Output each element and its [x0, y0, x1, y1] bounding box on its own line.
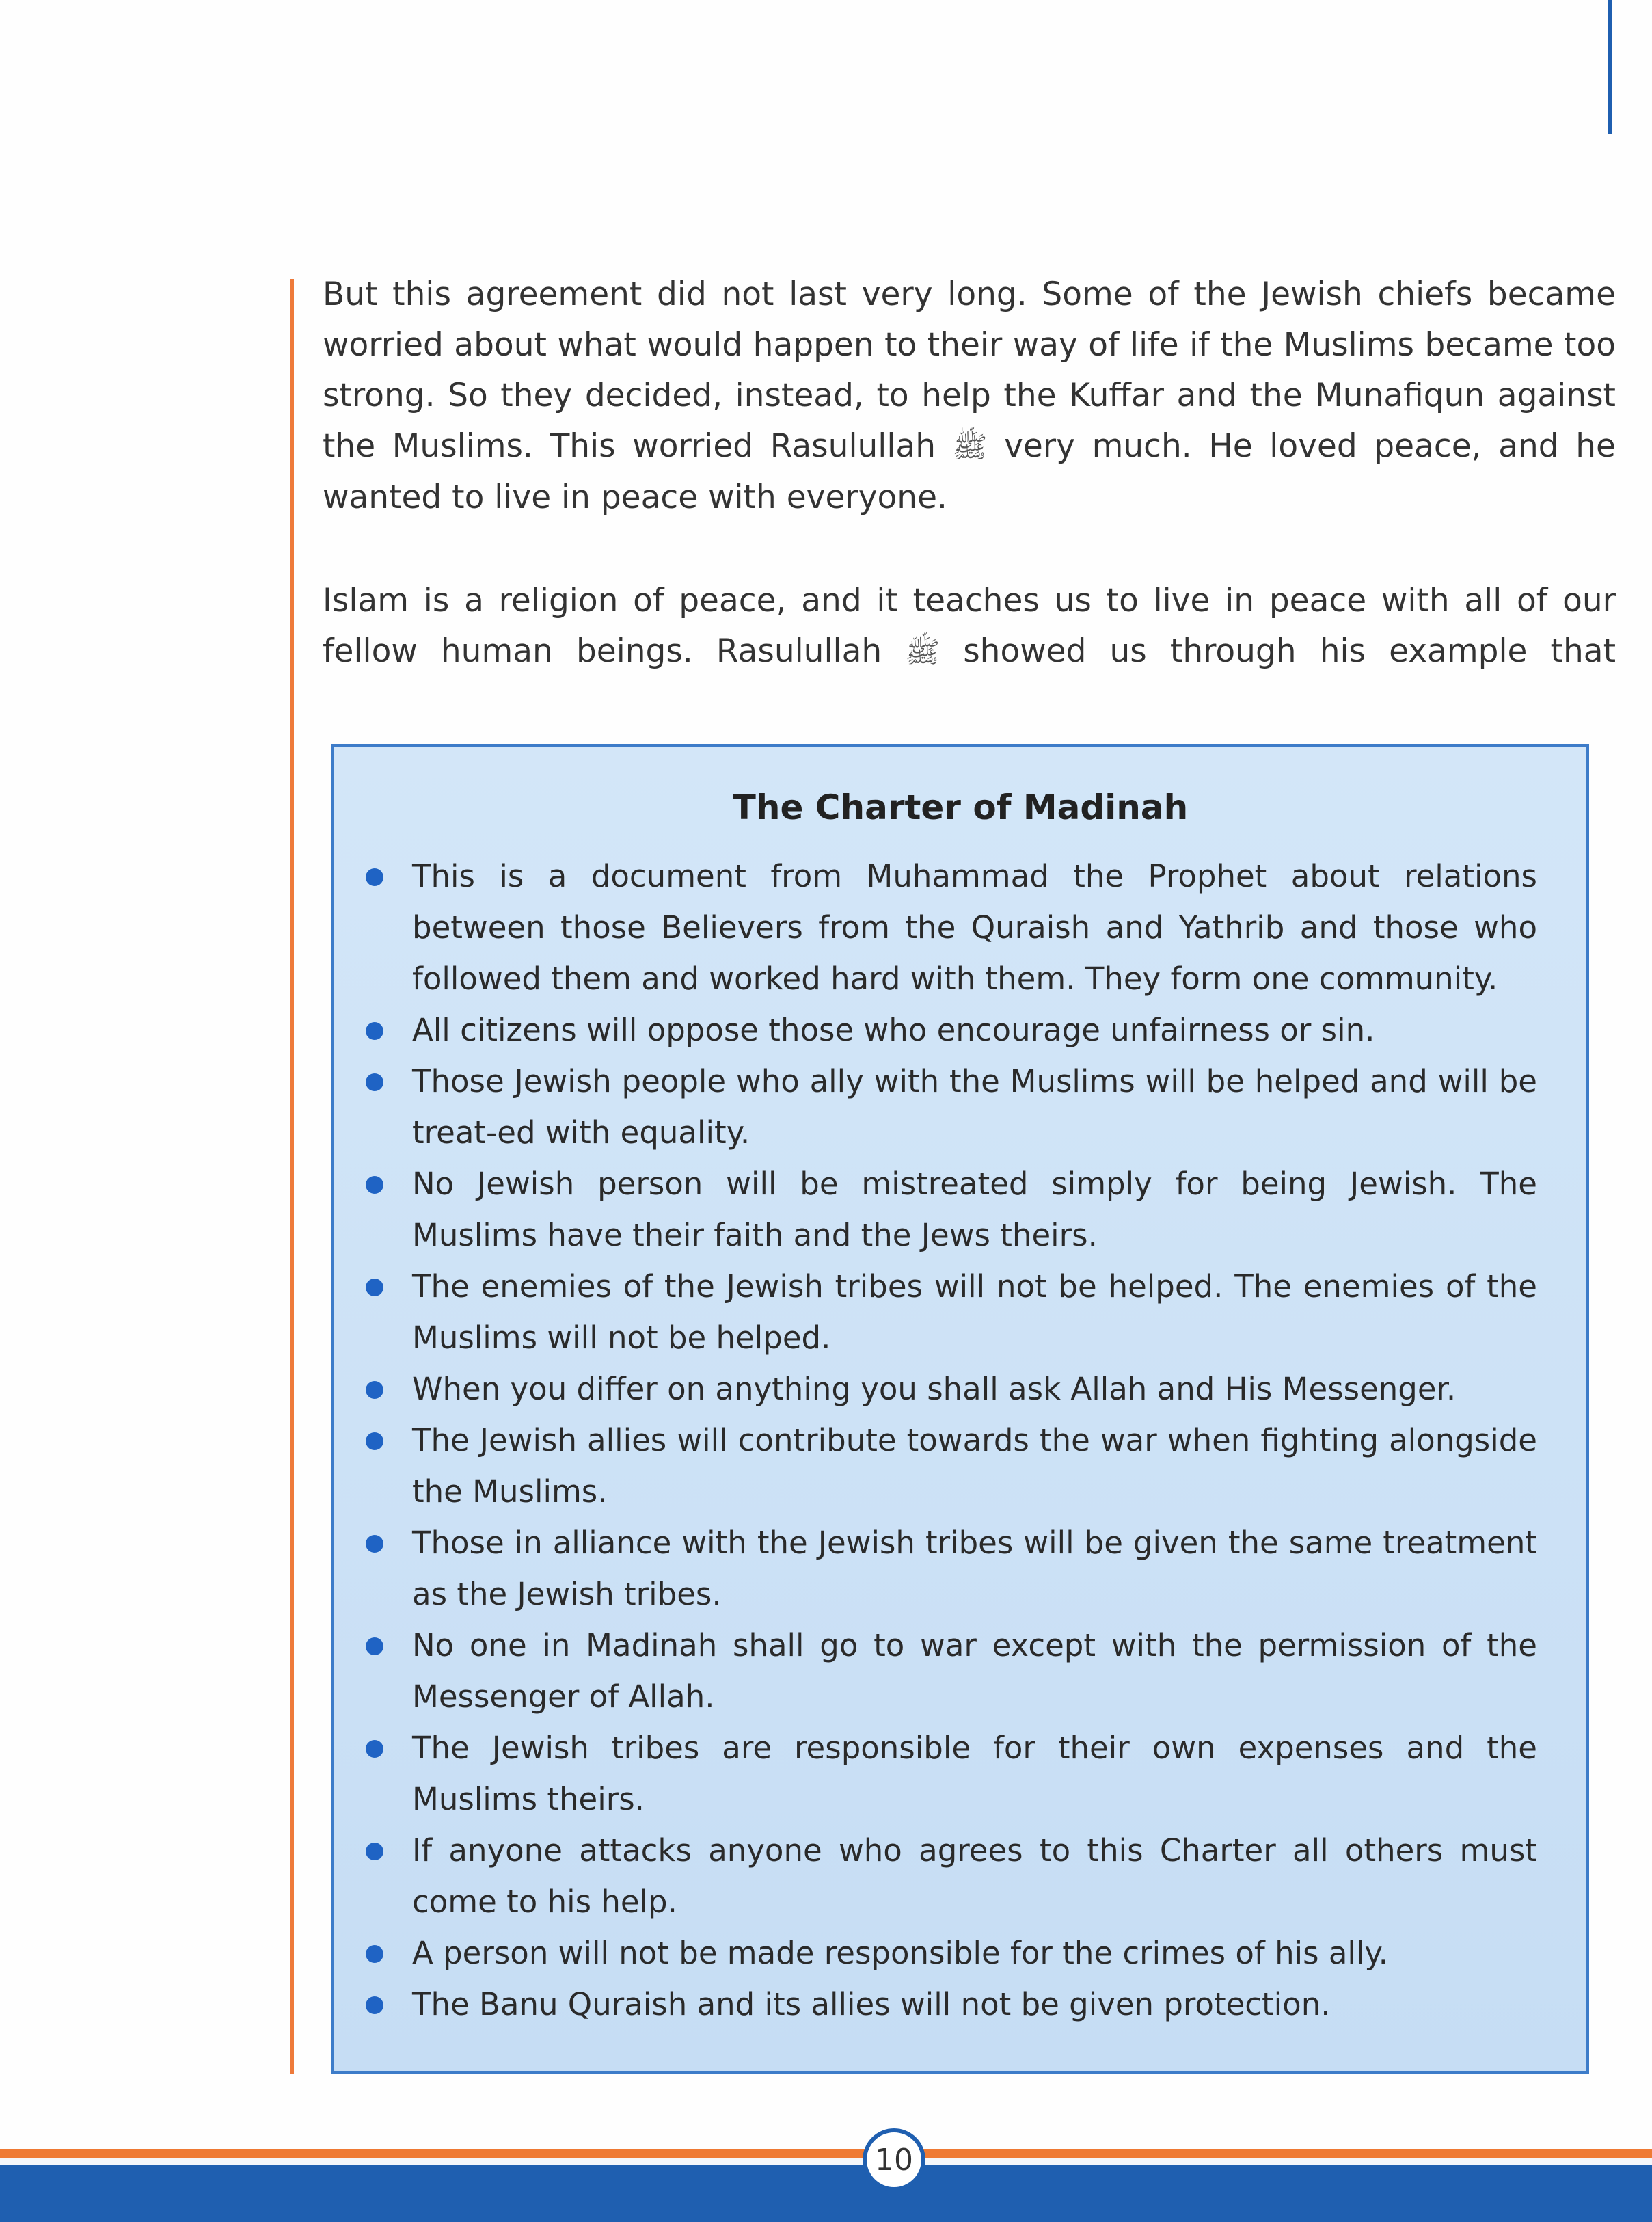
footer-orange-band [0, 2149, 1652, 2158]
page-number: 10 [863, 2128, 925, 2191]
bullet-icon [366, 868, 383, 886]
bullet-icon [366, 1535, 383, 1553]
bullet-icon [366, 1432, 383, 1450]
list-item [334, 1927, 1586, 1979]
list-item [334, 1415, 1586, 1517]
list-item-text: This is a document from Muhammad the Prophet about relations between those Believers from the Quraish and Yathrib and those who followed them and worked hard with them. They form one community. [412, 858, 1537, 997]
list-item [334, 1620, 1586, 1722]
list-item [334, 1825, 1586, 1927]
bullet-icon [366, 1381, 383, 1399]
list-item-text: The Jewish tribes are responsible for their own expenses and the Muslims theirs. [412, 1730, 1537, 1817]
paragraph-text: showed us through his example that [963, 632, 1616, 670]
paragraph-peace [323, 576, 1616, 678]
footer-blue-band [0, 2165, 1652, 2222]
left-margin-rule [290, 279, 294, 2074]
list-item-text: A person will not be made responsible for the crimes of his ally. [412, 1935, 1388, 1971]
list-item [334, 1261, 1586, 1363]
list-item-text: Those Jewish people who ally with the Muslims will be helped and will be treat-ed with equality. [412, 1063, 1537, 1151]
honorific-icon: ﷺ [905, 635, 940, 669]
charter-title: The Charter of Madinah [732, 788, 1189, 827]
paragraph-agreement [323, 269, 1616, 523]
bullet-icon [366, 1740, 383, 1758]
list-item-text: All citizens will oppose those who encourage unfairness or sin. [412, 1012, 1375, 1048]
list-item-text: If anyone attacks anyone who agrees to this Charter all others must come to his help. [412, 1832, 1537, 1920]
top-accent-line [1608, 0, 1612, 134]
list-item-text: No Jewish person will be mistreated simply for being Jewish. The Muslims have their faith and the Jews theirs. [412, 1166, 1537, 1253]
list-item-text: The Banu Quraish and its allies will not be given protection. [412, 1986, 1331, 2022]
bullet-icon [366, 1176, 383, 1194]
bullet-icon [366, 1843, 383, 1860]
footer-divider [0, 2158, 1652, 2165]
list-item-text: The enemies of the Jewish tribes will not be helped. The enemies of the Muslims will not be helped. [412, 1268, 1537, 1356]
list-item [334, 1158, 1586, 1261]
charter-list [334, 851, 1586, 2030]
list-item [334, 1004, 1586, 1056]
list-item-text: When you differ on anything you shall ask Allah and His Messenger. [412, 1371, 1457, 1407]
paragraph-text: very much. He loved peace, and he wanted to live in peace with everyone. [323, 427, 1616, 516]
bullet-icon [366, 1945, 383, 1963]
bullet-icon [366, 1279, 383, 1296]
list-item [334, 1363, 1586, 1415]
list-item-text: Those in alliance with the Jewish tribes will be given the same treatment as the Jewish tribes. [412, 1525, 1537, 1612]
list-item [334, 1056, 1586, 1158]
paragraph-text: Islam is a religion of peace, and it teaches us to live in peace with all of our fellow human beings. Rasulullah [323, 582, 1616, 670]
list-item-text: The Jewish allies will contribute towards the war when fighting alongside the Muslims. [412, 1422, 1537, 1510]
bullet-icon [366, 1022, 383, 1040]
list-item [334, 1722, 1586, 1825]
list-item [334, 1979, 1586, 2030]
bullet-icon [366, 1996, 383, 2014]
charter-box [331, 744, 1589, 2074]
bullet-icon [366, 1637, 383, 1655]
bullet-icon [366, 1073, 383, 1091]
list-item [334, 1517, 1586, 1620]
paragraph-text: But this agreement did not last very long. Some of the Jewish chiefs became worried about what would happen to their way of life if the Muslims became too strong. So they decided, instead, to help the Kuffar and the Munafiqun against the Muslims. This worried Rasulullah [323, 276, 1616, 465]
list-item-text: No one in Madinah shall go to war except with the permission of the Messenger of Allah. [412, 1627, 1537, 1715]
list-item [334, 851, 1586, 1004]
honorific-icon: ﷺ [952, 430, 988, 464]
